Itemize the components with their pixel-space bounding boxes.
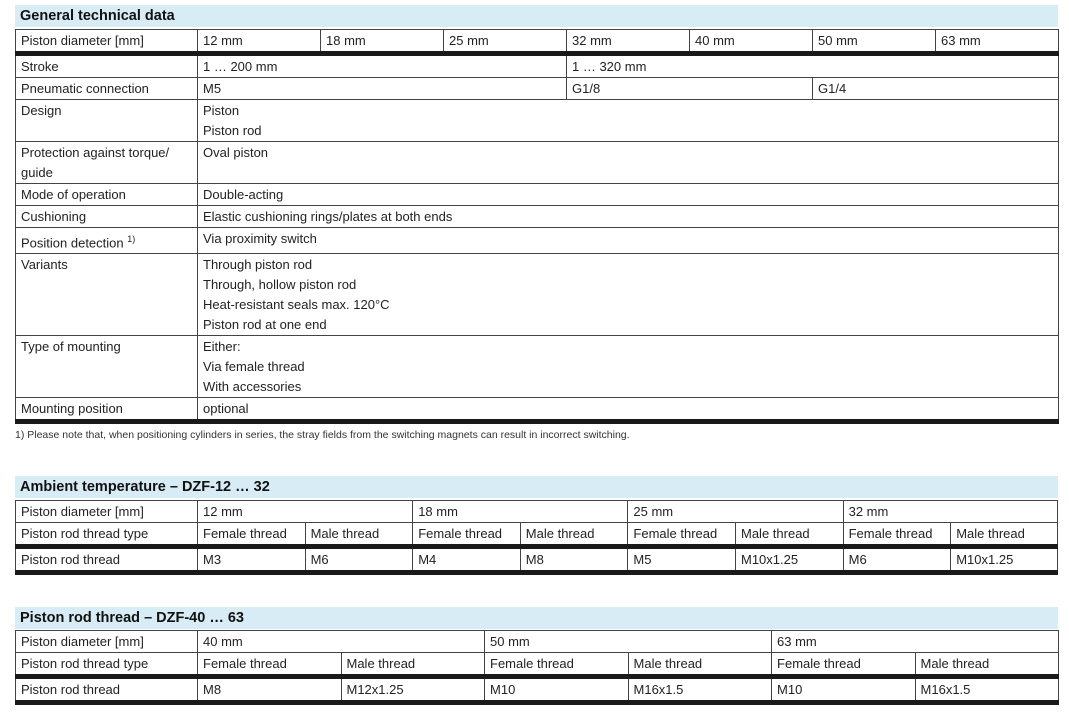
table-row [16, 142, 1059, 184]
row-label-text: Position detection [21, 235, 124, 251]
row-label [16, 228, 198, 254]
table-row [16, 501, 1058, 523]
thread-cell: M8 [520, 547, 628, 573]
list-item: Piston rod at one end [203, 317, 327, 333]
row-label: Mode of operation [16, 184, 198, 206]
table-row [16, 206, 1059, 228]
row-label: Cushioning [16, 206, 198, 228]
diameter-cell: 25 mm [628, 501, 843, 523]
list-item: Either: [203, 339, 241, 355]
row-label: Piston diameter [mm] [16, 501, 198, 523]
footnote-text: 1) Please note that, when positioning cylinders in series, the stray fields from the switching magnets can result in incorrect switching. [15, 429, 630, 441]
table-row [16, 228, 1059, 254]
thread-cell: M12x1.25 [341, 677, 485, 703]
table-row [16, 78, 1059, 100]
thread-type-cell: Female thread [772, 653, 916, 677]
thread-cell: M10 [772, 677, 916, 703]
row-label: Piston diameter [mm] [16, 631, 198, 653]
table-row [16, 631, 1059, 653]
thread-cell: M4 [413, 547, 521, 573]
general-section-title: General technical data [15, 5, 1058, 27]
thread-type-cell: Male thread [628, 653, 772, 677]
value-cell: Via proximity switch [198, 228, 1059, 254]
row-label: Piston rod thread [16, 677, 198, 703]
diameter-cell: 50 mm [813, 30, 936, 54]
row-label: Variants [16, 254, 198, 336]
general-technical-data-table [15, 29, 1059, 424]
thread-cell: M8 [198, 677, 342, 703]
value-cell: G1/4 [813, 78, 1059, 100]
thread-type-cell: Male thread [305, 523, 413, 547]
piston-rod-thread-table [15, 630, 1059, 705]
value-cell [198, 254, 1059, 336]
diameter-cell: 63 mm [936, 30, 1059, 54]
diameter-cell: 12 mm [198, 501, 413, 523]
diameter-cell: 32 mm [567, 30, 690, 54]
row-label: Pneumatic connection [16, 78, 198, 100]
row-label: Stroke [16, 54, 198, 78]
value-cell: Oval piston [198, 142, 1059, 184]
thread-cell: M3 [198, 547, 306, 573]
thread-type-cell: Female thread [843, 523, 951, 547]
thread-type-cell: Female thread [628, 523, 736, 547]
diameter-cell: 18 mm [413, 501, 628, 523]
list-item: Via female thread [203, 359, 305, 375]
row-label: Piston diameter [mm] [16, 30, 198, 54]
table-row [16, 398, 1059, 422]
table-row [16, 100, 1059, 142]
thread-type-cell: Male thread [520, 523, 628, 547]
thread-type-cell: Female thread [198, 653, 342, 677]
value-cell: optional [198, 398, 1059, 422]
row-label: Piston rod thread type [16, 653, 198, 677]
diameter-cell: 50 mm [485, 631, 772, 653]
list-item: Piston [203, 103, 240, 118]
list-item: With accessories [203, 379, 302, 395]
thread-cell: M10 [485, 677, 629, 703]
row-label: Type of mounting [16, 336, 198, 398]
row-label: Piston rod thread type [16, 523, 198, 547]
thread-type-cell: Male thread [736, 523, 844, 547]
table-row [16, 523, 1058, 547]
thread-type-cell: Female thread [485, 653, 629, 677]
list-item: Heat-resistant seals max. 120°C [203, 297, 390, 313]
diameter-cell: 12 mm [198, 30, 321, 54]
thread-type-cell: Female thread [413, 523, 521, 547]
value-cell: 1 … 200 mm [198, 54, 567, 78]
thread-type-cell: Male thread [915, 653, 1059, 677]
diameter-cell: 18 mm [321, 30, 444, 54]
diameter-cell: 32 mm [843, 501, 1058, 523]
diameter-cell: 40 mm [198, 631, 485, 653]
diameter-cell: 25 mm [444, 30, 567, 54]
row-label: Protection against torque/ guide [16, 142, 198, 184]
ambient-section-title: Ambient temperature – DZF-12 … 32 [15, 476, 1058, 498]
table-row [16, 653, 1059, 677]
diameter-cell: 63 mm [772, 631, 1059, 653]
list-item: Through, hollow piston rod [203, 277, 357, 293]
diameter-cell: 40 mm [690, 30, 813, 54]
table-row [16, 184, 1059, 206]
thread-type-cell: Female thread [198, 523, 306, 547]
table-row [16, 254, 1059, 336]
thread-cell: M5 [628, 547, 736, 573]
table-row [16, 30, 1059, 54]
table-row [16, 336, 1059, 398]
thread-cell: M10x1.25 [736, 547, 844, 573]
row-label: Piston rod thread [16, 547, 198, 573]
value-cell: Double-acting [198, 184, 1059, 206]
footnote-marker: 1) [127, 234, 136, 244]
thread-type-cell: Male thread [341, 653, 485, 677]
thread-cell: M16x1.5 [915, 677, 1059, 703]
value-cell: M5 [198, 78, 567, 100]
value-cell [198, 100, 1059, 142]
thread-cell: M16x1.5 [628, 677, 772, 703]
table-row [16, 547, 1058, 573]
value-cell: 1 … 320 mm [567, 54, 1059, 78]
list-item: Piston rod [203, 123, 262, 138]
table-row [16, 54, 1059, 78]
row-label: Design [16, 100, 198, 142]
thread-cell: M6 [305, 547, 413, 573]
list-item: Through piston rod [203, 257, 313, 273]
thread-type-cell: Male thread [951, 523, 1058, 547]
thread-cell: M10x1.25 [951, 547, 1058, 573]
row-label: Mounting position [16, 398, 198, 422]
value-cell: Elastic cushioning rings/plates at both ends [198, 206, 1059, 228]
ambient-temperature-table [15, 500, 1058, 575]
rod-section-title: Piston rod thread – DZF-40 … 63 [15, 607, 1058, 629]
value-cell: G1/8 [567, 78, 813, 100]
table-row [16, 677, 1059, 703]
thread-cell: M6 [843, 547, 951, 573]
value-cell [198, 336, 1059, 398]
